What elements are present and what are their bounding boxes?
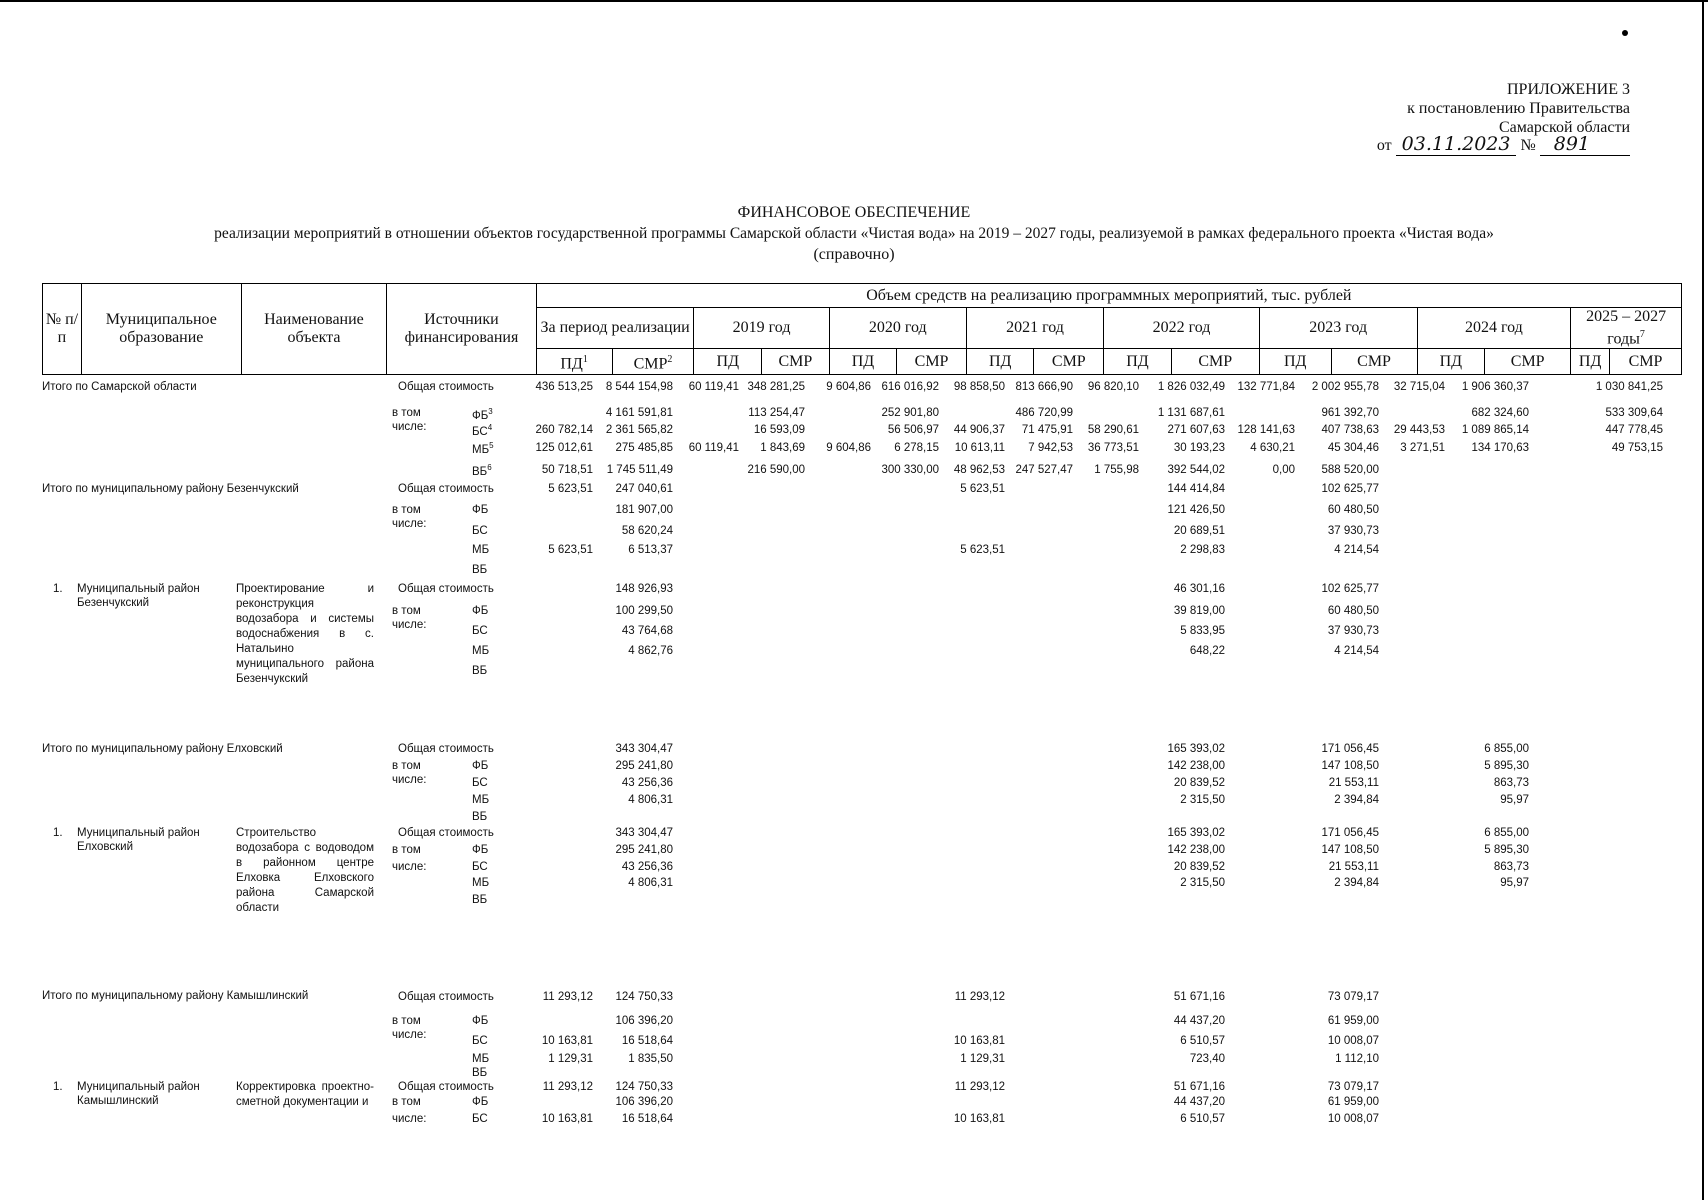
cell-value: 142 238,00	[1167, 844, 1225, 856]
cell-value: 20 839,52	[1173, 861, 1225, 873]
source-fb: ФБ	[472, 504, 489, 516]
item-municipal: Камышлинский	[77, 1095, 159, 1107]
number-label: числе:	[392, 518, 427, 530]
cell-value: 271 607,63	[1167, 424, 1225, 436]
source-bs: БС	[472, 1035, 488, 1047]
cell-value: 106 396,20	[615, 1096, 673, 1108]
col-object: Наименование объекта	[241, 284, 386, 375]
cell-value: 128 141,63	[1237, 424, 1295, 436]
source-fb: $ФБ^3$	[472, 407, 493, 422]
cell-value: 648,22	[1189, 645, 1225, 657]
cell-value: 44 906,37	[953, 424, 1005, 436]
sub-pd: $ПД^1$	[536, 349, 612, 375]
number-label: числе:	[392, 421, 427, 433]
in-that-label: в том	[392, 407, 421, 419]
cell-value: 216 590,00	[747, 464, 805, 476]
item-municipal: Елховский	[77, 841, 134, 853]
source-vb: $ВБ^6$	[472, 463, 492, 478]
cell-value: 1 112,10	[1335, 1053, 1379, 1065]
cell-value: 10 163,81	[541, 1113, 593, 1125]
source-bs: $БС^4$	[472, 423, 493, 438]
date-prefix: от	[1376, 137, 1392, 154]
cell-value: 295 241,80	[615, 760, 673, 772]
cell-value: 124 750,33	[615, 1081, 673, 1093]
cell-value: 21 553,11	[1328, 861, 1379, 873]
cell-value: 165 393,02	[1167, 743, 1225, 755]
appendix-line2: к постановлению Правительства	[1407, 100, 1630, 117]
cell-value: 6 510,57	[1180, 1113, 1225, 1125]
object-description: Проектирование и реконструкция водозабора и системы водоснабжения в с. Натальино муниципального района Безенчукский	[236, 583, 374, 685]
sub-smr: СМР	[762, 349, 830, 375]
cell-value: 147 108,50	[1321, 760, 1379, 772]
period-2019: 2019 год	[694, 308, 829, 349]
source-mb: МБ	[472, 645, 490, 657]
cell-value: 144 414,84	[1167, 483, 1225, 495]
cell-value: 1 745 511,49	[606, 464, 673, 476]
cell-value: 11 293,12	[542, 1081, 593, 1093]
cell-value: 1 129,31	[548, 1053, 593, 1065]
item-number: 1.	[53, 827, 63, 839]
number-label: числе:	[392, 774, 427, 786]
sub-smr: СМР$^2$	[612, 349, 694, 375]
cell-value: 407 738,63	[1321, 424, 1379, 436]
cell-value: 37 930,73	[1327, 525, 1379, 537]
cell-value: 1 835,50	[628, 1053, 673, 1065]
sub-smr: СМР	[1485, 349, 1571, 375]
source-vb: ВБ	[472, 665, 488, 677]
cell-value: 142 238,00	[1167, 760, 1225, 772]
cell-value: 863,73	[1493, 861, 1529, 873]
cell-value: 2 394,84	[1334, 794, 1379, 806]
cell-value: 61 959,00	[1327, 1015, 1379, 1027]
appendix-title: ПРИЛОЖЕНИЕ 3	[1506, 81, 1630, 98]
sub-smr: СМР	[1034, 349, 1104, 375]
cell-value: 58 290,61	[1087, 424, 1139, 436]
cell-value: 2 002 955,78	[1311, 381, 1379, 393]
in-that-label: в том	[392, 605, 421, 617]
cell-value: 0,00	[1272, 464, 1295, 476]
item-municipal: Муниципальный район	[77, 1081, 200, 1093]
col-sources: Источники финансирования	[387, 284, 537, 375]
source-fb: ФБ	[472, 1015, 489, 1027]
handwritten-number: 891	[1540, 133, 1630, 156]
cell-value: 171 056,45	[1321, 743, 1379, 755]
cell-value: 32 715,04	[1393, 381, 1445, 393]
cell-value: 10 163,81	[953, 1035, 1005, 1047]
cell-value: 44 437,20	[1173, 1015, 1225, 1027]
sub-smr: СМР	[1610, 349, 1682, 375]
cell-value: 4 214,54	[1334, 544, 1379, 556]
in-that-label: в том	[392, 504, 421, 516]
cell-value: 71 475,91	[1021, 424, 1073, 436]
cell-value: 45 304,46	[1327, 442, 1379, 454]
cell-value: 21 553,11	[1328, 777, 1379, 789]
sub-pd: ПД	[966, 349, 1034, 375]
sub-pd: ПД	[1259, 349, 1331, 375]
cell-value: 1 129,31	[960, 1053, 1005, 1065]
cell-value: 616 016,92	[881, 381, 939, 393]
doc-subtitle: реализации мероприятий в отношении объектов государственной программы Самарской области «Чистая вода» на 2019 – 2027 годы, реализуемой в рамках федерального проекта «Чистая вода»	[214, 225, 1494, 242]
cell-value: 16 518,64	[621, 1113, 673, 1125]
source-vb: ВБ	[472, 564, 488, 576]
cell-value: 16 593,09	[753, 424, 805, 436]
object-description: Корректировка проектно-сметной документации и	[236, 1081, 374, 1108]
source-mb: $МБ^5$	[472, 441, 494, 456]
cell-value: 1 755,98	[1094, 464, 1139, 476]
cell-value: 43 256,36	[621, 777, 673, 789]
sub-smr: СМР	[1331, 349, 1417, 375]
cell-value: 58 620,24	[621, 525, 673, 537]
source-vb: ВБ	[472, 811, 488, 823]
cell-value: 5 623,51	[548, 483, 593, 495]
cell-value: 6 510,57	[1180, 1035, 1225, 1047]
total-cost-label: Общая стоимость	[398, 827, 494, 839]
source-bs: БС	[472, 777, 488, 789]
section-title: Итого по Самарской области	[42, 381, 197, 393]
cell-value: 10 613,11	[954, 442, 1005, 454]
cell-value: 10 008,07	[1327, 1035, 1379, 1047]
total-cost-label: Общая стоимость	[398, 1081, 494, 1093]
cell-value: 5 623,51	[548, 544, 593, 556]
cell-value: 56 506,97	[887, 424, 939, 436]
period-total: За период реализации	[536, 308, 694, 349]
sub-pd: ПД	[1417, 349, 1485, 375]
section-title: Итого по муниципальному району Камышлинский	[42, 990, 309, 1002]
section-title: Итого по муниципальному району Безенчукский	[42, 483, 299, 495]
cell-value: 5 833,95	[1180, 625, 1225, 637]
cell-value: 2 298,83	[1180, 544, 1225, 556]
cell-value: 124 750,33	[615, 991, 673, 1003]
source-fb: ФБ	[472, 1096, 489, 1108]
cell-value: 11 293,12	[954, 1081, 1005, 1093]
sub-pd: ПД	[1104, 349, 1172, 375]
cell-value: 132 771,84	[1237, 381, 1295, 393]
cell-value: 10 163,81	[953, 1113, 1005, 1125]
cell-value: 61 959,00	[1327, 1096, 1379, 1108]
cell-value: 1 906 360,37	[1461, 381, 1529, 393]
source-mb: МБ	[472, 544, 490, 556]
cell-value: 6 855,00	[1484, 743, 1529, 755]
section-title: Итого по муниципальному району Елховский	[42, 743, 283, 755]
cell-value: 171 056,45	[1321, 827, 1379, 839]
cell-value: 723,40	[1189, 1053, 1225, 1065]
number-label: числе:	[392, 1113, 427, 1125]
cell-value: 39 819,00	[1173, 605, 1225, 617]
cell-value: 11 293,12	[954, 991, 1005, 1003]
cell-value: 4 214,54	[1334, 645, 1379, 657]
cell-value: 10 163,81	[541, 1035, 593, 1047]
source-fb: ФБ	[472, 760, 489, 772]
source-bs: БС	[472, 1113, 488, 1125]
total-cost-label: Общая стоимость	[398, 743, 494, 755]
cell-value: 2 315,50	[1180, 877, 1225, 889]
cell-value: 121 426,50	[1167, 504, 1225, 516]
sub-pd: ПД	[1571, 349, 1610, 375]
source-bs: БС	[472, 861, 488, 873]
cell-value: 165 393,02	[1167, 827, 1225, 839]
source-mb: МБ	[472, 1053, 490, 1065]
cell-value: 1 030 841,25	[1595, 381, 1663, 393]
cell-value: 95,97	[1500, 794, 1529, 806]
cell-value: 4 806,31	[628, 794, 673, 806]
object-description: Строительство водозабора с водоводом в районном центре Елховка Елховского района Самарской области	[236, 827, 374, 914]
cell-value: 252 901,80	[881, 407, 939, 419]
cell-value: 9 604,86	[826, 442, 871, 454]
col-num: № п/п	[43, 284, 82, 375]
cell-value: 100 299,50	[615, 605, 673, 617]
in-that-label: в том	[392, 844, 421, 856]
in-that-label: в том	[392, 1015, 421, 1027]
item-number: 1.	[53, 583, 63, 595]
cell-value: 343 304,47	[615, 827, 673, 839]
cell-value: 147 108,50	[1321, 844, 1379, 856]
cell-value: 148 926,93	[615, 583, 673, 595]
cell-value: 533 309,64	[1605, 407, 1663, 419]
cell-value: 2 394,84	[1334, 877, 1379, 889]
source-mb: МБ	[472, 877, 490, 889]
cell-value: 46 301,16	[1173, 583, 1225, 595]
cell-value: 73 079,17	[1327, 991, 1379, 1003]
period-2021: 2021 год	[966, 308, 1103, 349]
cell-value: 6 278,15	[894, 442, 939, 454]
item-municipal: Муниципальный район	[77, 827, 200, 839]
number-label: числе:	[392, 861, 427, 873]
cell-value: 44 437,20	[1173, 1096, 1225, 1108]
cell-value: 392 544,02	[1167, 464, 1225, 476]
cell-value: 9 604,86	[826, 381, 871, 393]
cell-value: 1 131 687,61	[1157, 407, 1225, 419]
cell-value: 348 281,25	[747, 381, 805, 393]
source-fb: ФБ	[472, 844, 489, 856]
cell-value: 5 623,51	[960, 544, 1005, 556]
source-mb: МБ	[472, 794, 490, 806]
cell-value: 275 485,85	[615, 442, 673, 454]
cell-value: 113 254,47	[748, 407, 805, 419]
period-2022: 2022 год	[1104, 308, 1260, 349]
cell-value: 60 119,41	[688, 381, 739, 393]
in-that-label: в том	[392, 1096, 421, 1108]
sub-pd: ПД	[694, 349, 762, 375]
in-that-label: в том	[392, 760, 421, 772]
cell-value: 181 907,00	[615, 504, 673, 516]
col-volume: Объем средств на реализацию программных мероприятий, тыс. рублей	[536, 284, 1681, 308]
cell-value: 60 480,50	[1327, 605, 1379, 617]
cell-value: 11 293,12	[542, 991, 593, 1003]
cell-value: 98 858,50	[953, 381, 1005, 393]
number-label: №	[1520, 137, 1536, 154]
sub-smr: СМР	[1171, 349, 1259, 375]
cell-value: 102 625,77	[1321, 583, 1379, 595]
cell-value: 102 625,77	[1321, 483, 1379, 495]
total-cost-label: Общая стоимость	[398, 381, 494, 393]
source-bs: БС	[472, 625, 488, 637]
period-2020: 2020 год	[829, 308, 966, 349]
cell-value: 51 671,16	[1173, 1081, 1225, 1093]
cell-value: 486 720,99	[1015, 407, 1073, 419]
cell-value: 1 826 032,49	[1157, 381, 1225, 393]
cell-value: 260 782,14	[535, 424, 593, 436]
cell-value: 43 764,68	[621, 625, 673, 637]
source-bs: БС	[472, 525, 488, 537]
cell-value: 60 480,50	[1327, 504, 1379, 516]
total-cost-label: Общая стоимость	[398, 583, 494, 595]
handwritten-date: 03.11.2023	[1396, 133, 1517, 156]
cell-value: 682 324,60	[1471, 407, 1529, 419]
cell-value: 813 666,90	[1015, 381, 1073, 393]
doc-title: ФИНАНСОВОЕ ОБЕСПЕЧЕНИЕ	[737, 204, 971, 221]
cell-value: 4 806,31	[628, 877, 673, 889]
col-municipal: Муниципальное образование	[81, 284, 241, 375]
cell-value: 447 778,45	[1605, 424, 1663, 436]
source-vb: ВБ	[472, 894, 488, 906]
cell-value: 247 040,61	[615, 483, 673, 495]
cell-value: 73 079,17	[1327, 1081, 1379, 1093]
item-number: 1.	[53, 1081, 63, 1093]
cell-value: 436 513,25	[535, 381, 593, 393]
cell-value: 295 241,80	[615, 844, 673, 856]
period-2024: 2024 год	[1417, 308, 1571, 349]
cell-value: 300 330,00	[881, 464, 939, 476]
cell-value: 588 520,00	[1321, 464, 1379, 476]
cell-value: 7 942,53	[1028, 442, 1073, 454]
period-2025-2027: 2025 – 2027 годы$^7$	[1571, 308, 1682, 349]
cell-value: 96 820,10	[1087, 381, 1139, 393]
cell-value: 6 855,00	[1484, 827, 1529, 839]
cell-value: 2 315,50	[1180, 794, 1225, 806]
cell-value: 48 962,53	[953, 464, 1005, 476]
cell-value: 37 930,73	[1327, 625, 1379, 637]
period-2023: 2023 год	[1259, 308, 1417, 349]
cell-value: 4 161 591,81	[605, 407, 673, 419]
cell-value: 6 513,37	[628, 544, 673, 556]
cell-value: 36 773,51	[1087, 442, 1139, 454]
cell-value: 16 518,64	[621, 1035, 673, 1047]
doc-note: (справочно)	[813, 246, 895, 263]
cell-value: 961 392,70	[1321, 407, 1379, 419]
cell-value: 20 689,51	[1173, 525, 1225, 537]
cell-value: 20 839,52	[1173, 777, 1225, 789]
appendix-line3: Самарской области	[1499, 119, 1630, 136]
cell-value: 49 753,15	[1611, 442, 1663, 454]
cell-value: 247 527,47	[1015, 464, 1073, 476]
cell-value: 4 630,21	[1250, 442, 1295, 454]
total-cost-label: Общая стоимость	[398, 483, 494, 495]
cell-value: 4 862,76	[628, 645, 673, 657]
cell-value: 863,73	[1493, 777, 1529, 789]
cell-value: 60 119,41	[688, 442, 739, 454]
cell-value: 3 271,51	[1400, 442, 1445, 454]
sub-pd: ПД	[829, 349, 897, 375]
cell-value: 10 008,07	[1327, 1113, 1379, 1125]
item-municipal: Муниципальный район	[77, 583, 200, 595]
total-cost-label: Общая стоимость	[398, 991, 494, 1003]
cell-value: 134 170,63	[1471, 442, 1529, 454]
cell-value: 125 012,61	[535, 442, 593, 454]
cell-value: 343 304,47	[615, 743, 673, 755]
number-label: числе:	[392, 1029, 427, 1041]
cell-value: 1 089 865,14	[1461, 424, 1529, 436]
cell-value: 5 895,30	[1484, 760, 1529, 772]
cell-value: 30 193,23	[1173, 442, 1225, 454]
sub-smr: СМР	[897, 349, 967, 375]
cell-value: 8 544 154,98	[605, 381, 673, 393]
cell-value: 1 843,69	[760, 442, 805, 454]
cell-value: 50 718,51	[541, 464, 593, 476]
number-label: числе:	[392, 619, 427, 631]
source-fb: ФБ	[472, 605, 489, 617]
item-municipal: Безенчукский	[77, 597, 150, 609]
cell-value: 2 361 565,82	[605, 424, 673, 436]
cell-value: 95,97	[1500, 877, 1529, 889]
cell-value: 43 256,36	[621, 861, 673, 873]
cell-value: 29 443,53	[1393, 424, 1445, 436]
cell-value: 5 895,30	[1484, 844, 1529, 856]
cell-value: 51 671,16	[1173, 991, 1225, 1003]
cell-value: 106 396,20	[615, 1015, 673, 1027]
cell-value: 5 623,51	[960, 483, 1005, 495]
source-vb: ВБ	[472, 1067, 488, 1079]
